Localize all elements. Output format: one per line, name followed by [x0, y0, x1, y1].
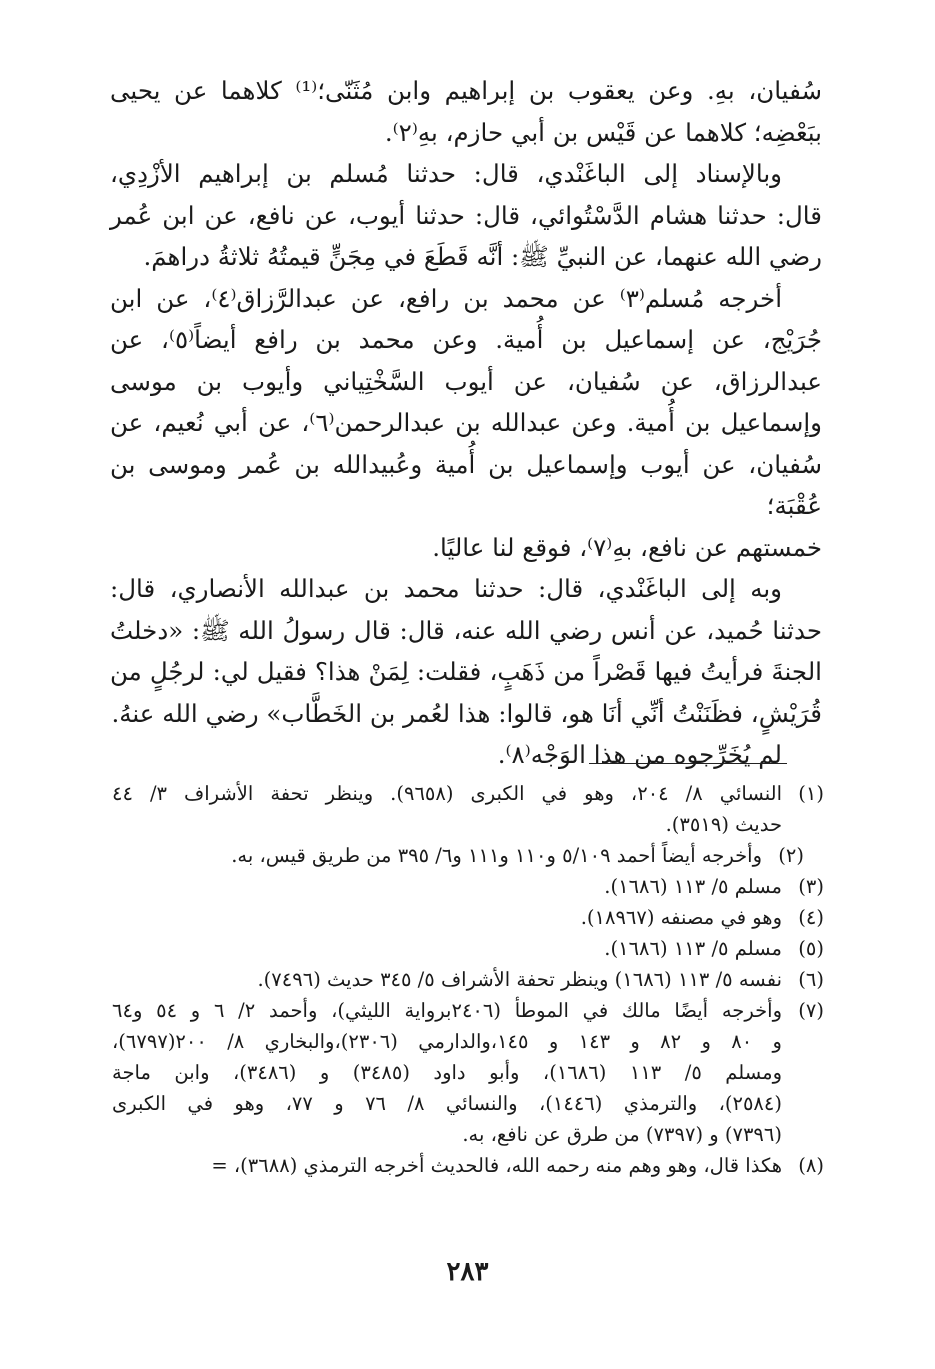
paragraph-4-line-4: قُرَيْشٍ، فظَنَنْتُ أنِّي أنَا هو، قالوا: هذا لعُمر بن الخَطَّاب» رضي الله عنهُ.: [111, 698, 822, 728]
paragraph-3-line-4: وإسماعيل بن أُمية. وعن عبدالله بن عبدالرحمن⁽٦⁾، عن أبي نُعيم، عن: [110, 408, 822, 437]
footnote-2: [112, 840, 824, 871]
main-text: [110, 70, 822, 776]
footnote-line: وأخرجه أيضاً أحمد ٥/١٠٩ و١١٠ و١١١ و٦/ ٣٩٥ من طريق قيس، به.: [231, 844, 762, 867]
footnote-3: [112, 871, 824, 902]
footnote-4: [112, 902, 824, 933]
footnote-line: هكذا قال، وهو وهم منه رحمه الله، فالحديث أخرجه الترمذي (٣٦٨٨)، =: [211, 1154, 782, 1177]
footnote-line: حديث (٣٥١٩).: [665, 813, 782, 836]
footnote-number: (٥): [798, 937, 824, 960]
paragraph-3-line-5: سُفيان، عن أيوب وإسماعيل بن أُمية وعُبيدالله بن عُمر وموسى بن عُقْبَة؛: [110, 449, 822, 520]
footnote-line: و ٨٠ و ٨٢ و ١٤٣ و ١٤٥،والدارمي (٢٣٠٦)،والبخاري ٨/ ٢٠٠(٦٧٩٧)،: [112, 1030, 782, 1053]
footnote-8: [112, 1150, 824, 1181]
paragraph-2-line-2: قال: حدثنا هشام الدَّسْتُوائي، قال: حدثنا أيوب، عن نافع، عن ابن عُمر: [110, 200, 822, 230]
paragraph-3-line-2: جُرَيْج، عن إسماعيل بن أُمية. وعن محمد بن رافع أيضاً⁽٥⁾، عن: [110, 325, 822, 354]
paragraph-4-line-3: الجنةَ فرأيتُ فيها قَصْراً من ذَهَبٍ، فقلت: لِمَنْ هذا؟ فقيل لي: لرجُلٍ من: [110, 657, 822, 686]
footnote-5: [112, 933, 824, 964]
footnote-line: مسلم ٥/ ١١٣ (١٦٨٦).: [604, 875, 782, 898]
footnote-separator: [589, 763, 787, 764]
footnote-number: (٢): [778, 844, 804, 867]
footnote-1: [112, 778, 824, 840]
footnote-line: وأخرجه أيضًا مالك في الموطأ (٢٤٠٦برواية الليثي)، وأحمد ٢/ ٦ و ٥٤ و٦٤: [112, 999, 782, 1022]
paragraph-1-line-2: ببَعْضِه؛ كلاهما عن قَيْس بن أبي حازم، بهِ⁽٢⁾.: [384, 117, 822, 147]
paragraph-2-line-3: رضي الله عنهما، عن النبيِّ ﷺ: أنَّه قَطَعَ في مِجَنٍّ قيمتُهُ ثلاثةُ دراهمَ.: [143, 242, 822, 271]
paragraph-4-line-2: حدثنا حُميد، عن أنس رضي الله عنه، قال: قال رسولُ الله ﷺ: «دخلتُ: [110, 615, 822, 645]
footnote-7: [112, 995, 824, 1150]
paragraph-4-line-1: وبه إلى الباغَنْدي، قال: حدثنا محمد بن عبدالله الأنصاري، قال:: [110, 574, 782, 603]
paragraph-3-line-1: أخرجه مُسلم⁽٣⁾ عن محمد بن رافع، عن عبدالرَّزاق⁽٤⁾، عن ابن: [110, 283, 783, 313]
footnote-line: نفسه ٥/ ١١٣ (١٦٨٦) وينظر تحفة الأشراف ٥/ ٣٤٥ حديث (٧٤٩٦).: [257, 968, 782, 991]
footnote-number: (٨): [798, 1154, 824, 1177]
footnote-number: (١): [798, 782, 824, 805]
page-number: ٢٨٣: [446, 1257, 489, 1287]
footnotes: [112, 778, 824, 1181]
paragraph-2-line-1: وبالإسناد إلى الباغَنْدي، قال: حدثنا مُسلم بن إبراهيم الأزْدِي،: [110, 159, 782, 188]
footnote-number: (٧): [798, 999, 824, 1022]
footnote-line: مسلم ٥/ ١١٣ (١٦٨٦).: [604, 937, 782, 960]
footnote-number: (٦): [798, 968, 824, 991]
paragraph-5-line-1: لم يُخَرِّجوه من هذا الوَجْه⁽٨⁾.: [497, 740, 782, 769]
paragraph-3-line-6: خمستهم عن نافع، بهِ⁽٧⁾، فوقع لنا عاليًا.: [432, 532, 822, 562]
paragraph-1-line-1: سُفيان، بهِ. وعن يعقوب بن إبراهيم وابن مُثَنّى؛⁽¹⁾ كلاهما عن يحيى: [110, 76, 822, 105]
footnote-number: (٣): [798, 875, 824, 898]
footnote-line: وهو في مصنفه (١٨٩٦٧).: [580, 906, 782, 929]
footnote-line: (٧٣٩٦) و (٧٣٩٧) من طرق عن نافع، به.: [462, 1123, 782, 1146]
paragraph-3-line-3: عبدالرزاق، عن سُفيان، عن أيوب السَّخْتِياني وأيوب بن موسى: [110, 366, 822, 396]
footnote-6: [112, 964, 824, 995]
footnote-line: (٢٥٨٤)، والترمذي (١٤٤٦)، والنسائي ٨/ ٧٦ و ٧٧، وهو في الكبرى: [112, 1092, 782, 1115]
footnote-number: (٤): [798, 906, 824, 929]
footnote-line: النسائي ٨/ ٢٠٤، وهو في الكبرى (٩٦٥٨). وينظر تحفة الأشراف ٣/ ٤٤: [112, 782, 783, 805]
footnote-line: ومسلم ٥/ ١١٣ (١٦٨٦)، وأبو داود (٣٤٨٥) و (٣٤٨٦)، وابن ماجة: [112, 1061, 782, 1084]
